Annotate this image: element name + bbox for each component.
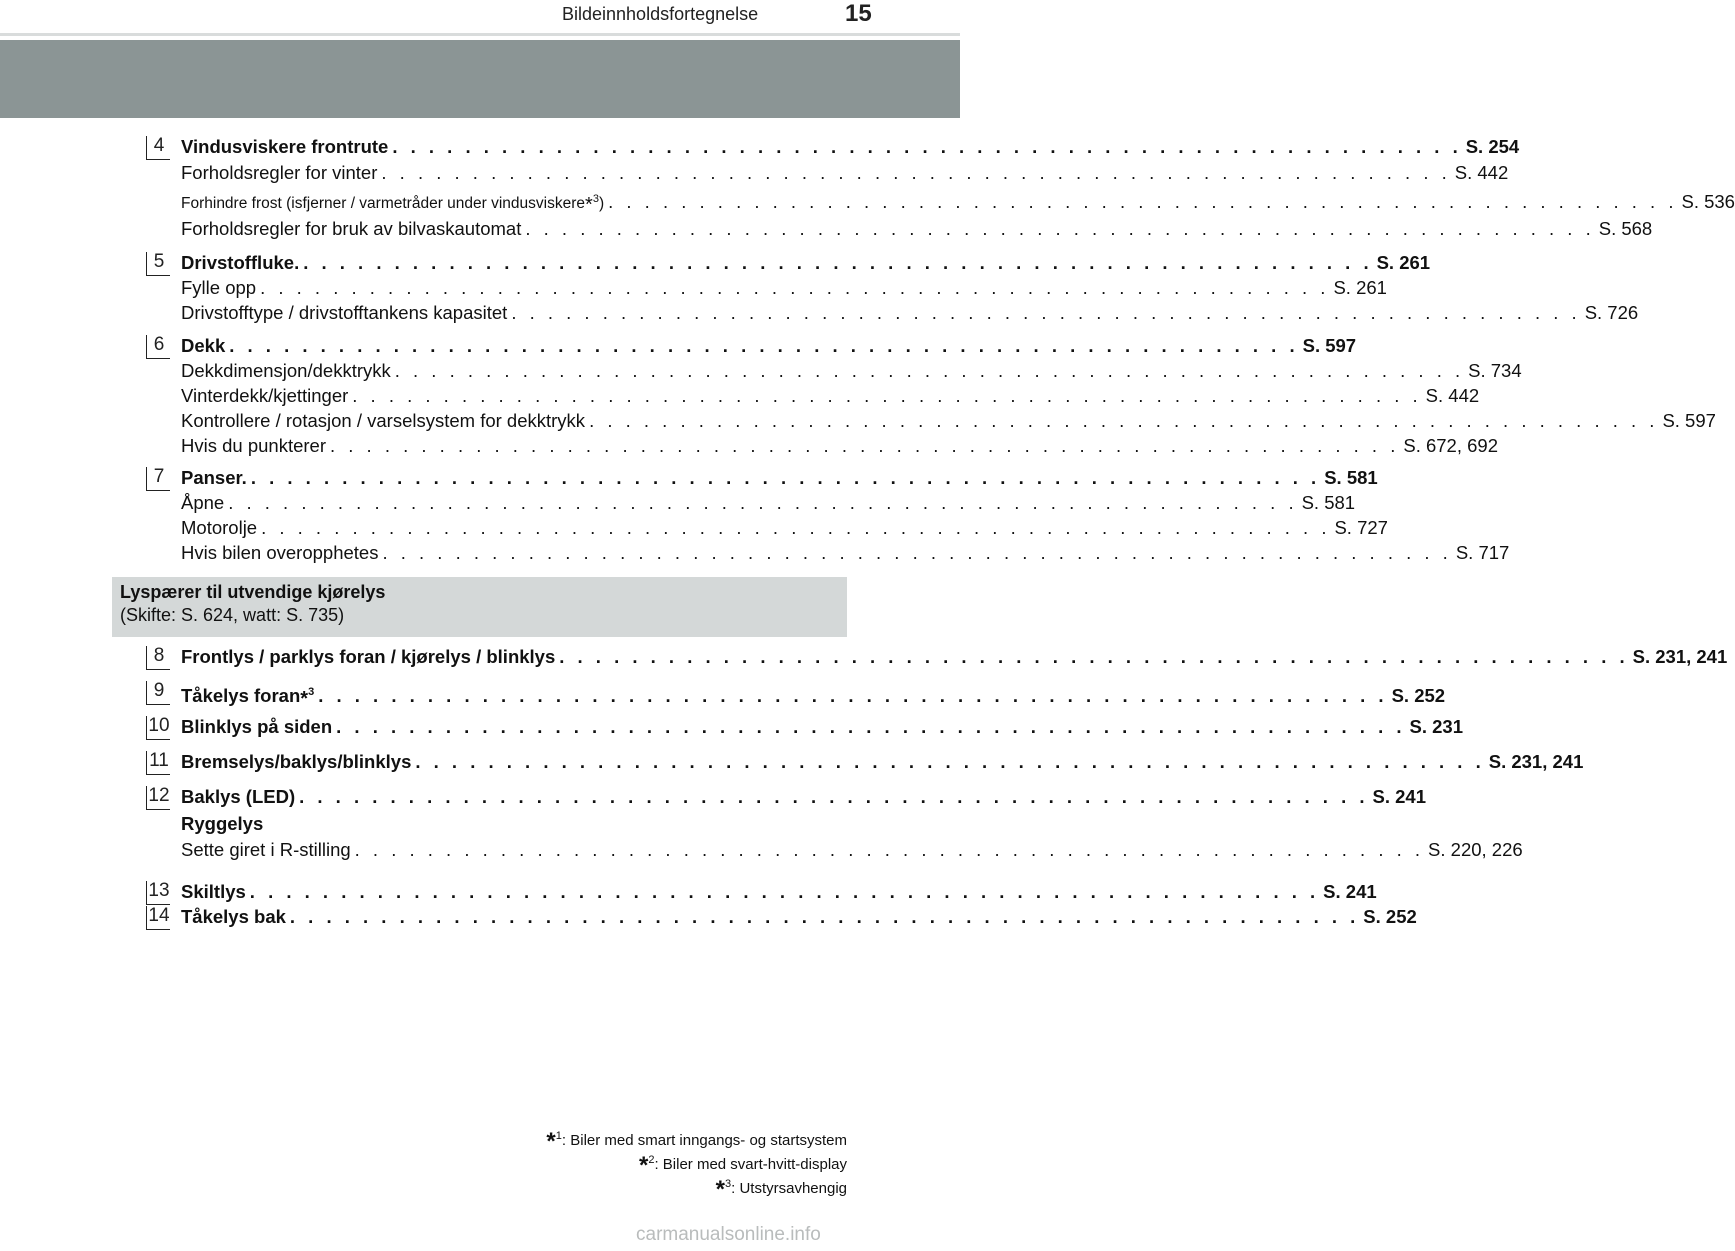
toc-entry-label (181, 334, 225, 358)
page-reference[interactable]: S. 261 (1376, 252, 1431, 273)
toc-entry-label (181, 645, 555, 669)
toc-entry-label (181, 251, 299, 275)
toc-entry (181, 466, 1378, 490)
toc-entry (181, 217, 1653, 241)
page-reference[interactable]: S. 581 (1324, 467, 1378, 488)
leader-dots: . . . . . . . . . . . . . . . . . . . . . . . . . . . . . . . . . . . . . . . . . . . . . . . . . . . . . . . . . . . (511, 302, 1581, 323)
leader-dots: . . . . . . . . . . . . . . . . . . . . . . . . . . . . . . . . . . . . . . . . . . . . . . . . . . . . . . . . . . . (525, 218, 1595, 239)
toc-entry (181, 750, 1584, 774)
page-reference[interactable]: S. 231, 241 (1632, 646, 1728, 667)
page-reference[interactable]: S. 252 (1363, 906, 1417, 927)
watermark: carmanualsonline.info (636, 1224, 821, 1245)
toc-entry-text: Hvis du punkterer (181, 435, 326, 456)
toc-entry-label (181, 135, 388, 159)
toc-entry-text: Fylle opp (181, 277, 257, 298)
toc-entry-text: Kontrollere / rotasjon / varselsystem for dekktrykk (181, 410, 586, 431)
toc-entry-label (181, 276, 256, 300)
lights-section-box (112, 577, 847, 637)
page-reference[interactable]: S. 254 (1465, 136, 1520, 157)
leader-dots: . . . . . . . . . . . . . . . . . . . . . . . . . . . . . . . . . . . . . . . . . . . . . . . . . . . . . . . . . . . (352, 385, 1422, 406)
toc-entry (181, 434, 1498, 458)
leader-dots: . . . . . . . . . . . . . . . . . . . . . . . . . . . . . . . . . . . . . . . . . . . . . . . . . . . . . . . . . . . (394, 360, 1465, 381)
toc-entry (181, 251, 1431, 275)
leader-dots: . . . . . . . . . . . . . . . . . . . . . . . . . . . . . . . . . . . . . . . . . . . . . . . . . . . . . . . . . . . (250, 467, 1321, 488)
toc-entry-label (181, 466, 247, 490)
page-reference[interactable]: S. 568 (1598, 218, 1653, 239)
toc-entry-label (181, 409, 585, 433)
toc-entry-label (181, 750, 411, 774)
footnote-ref: 3 (308, 686, 315, 698)
footnote-text: : Biler med svart-hvitt-display (654, 1156, 847, 1173)
toc-entry-text-after: ) (598, 195, 605, 213)
callout-number: 4 (146, 136, 170, 160)
toc-entry-text: Hvis bilen overopphetes (181, 542, 379, 563)
leader-dots: . . . . . . . . . . . . . . . . . . . . . . . . . . . . . . . . . . . . . . . . . . . . . . . . . . . . . . . . . . . (249, 881, 1320, 902)
page-reference[interactable]: S. 220, 226 (1428, 839, 1523, 860)
toc-entry (181, 785, 1426, 809)
toc-entry-label (181, 434, 326, 458)
callout-number: 8 (146, 646, 170, 670)
leader-dots: . . . . . . . . . . . . . . . . . . . . . . . . . . . . . . . . . . . . . . . . . . . . . . . . . . . . . . . . . . . (303, 252, 1373, 273)
toc-entry-text: Ryggelys (181, 813, 264, 834)
toc-entry (181, 161, 1509, 185)
toc-entry-label (181, 384, 348, 408)
footnote-star: * (585, 194, 593, 217)
leader-dots: . . . . . . . . . . . . . . . . . . . . . . . . . . . . . . . . . . . . . . . . . . . . . . . . . . . . . . . . . . . (559, 646, 1629, 667)
toc-entry (181, 715, 1464, 739)
toc-entry-text: Blinklys på siden (181, 716, 333, 737)
toc-entry-text: Vinterdekk/kjettinger (181, 385, 349, 406)
page-reference[interactable]: S. 727 (1334, 517, 1388, 538)
leader-dots: . . . . . . . . . . . . . . . . . . . . . . . . . . . . . . . . . . . . . . . . . . . . . . . . . . . . . . . . . . . (381, 162, 1451, 183)
toc-entry-label (181, 491, 224, 515)
toc-entry-text: Motorolje (181, 517, 258, 538)
page-reference[interactable]: S. 597 (1302, 335, 1357, 356)
page-reference[interactable]: S. 717 (1455, 542, 1510, 563)
toc-entry (181, 880, 1377, 904)
toc-entry-text: Baklys (LED) (181, 786, 296, 807)
toc-entry (181, 645, 1728, 669)
page-reference[interactable]: S. 231 (1409, 716, 1464, 737)
toc-entry (181, 812, 809, 836)
toc-entry-label (181, 161, 377, 185)
toc-entry-text: Skiltlys (181, 881, 246, 902)
lights-section-title: Lyspærer til utvendige kjørelys (120, 582, 386, 602)
toc-entry-text: Tåkelys foran (181, 685, 301, 707)
toc-entry-label (181, 838, 351, 862)
toc-entry-text: Tåkelys bak (181, 906, 286, 927)
toc-entry-text: Dekk (181, 335, 226, 356)
toc-entry-text: Bremselys/baklys/blinklys (181, 751, 412, 772)
toc-entry-label (181, 516, 257, 540)
toc-entry-text: Vindusviskere frontrute (181, 136, 389, 157)
callout-number: 11 (146, 751, 170, 775)
toc-entry (181, 276, 1387, 300)
leader-dots: . . . . . . . . . . . . . . . . . . . . . . . . . . . . . . . . . . . . . . . . . . . . . . . . . . . . . . . . . . . (392, 136, 1462, 157)
toc-entry-label (181, 187, 604, 216)
callout-number: 6 (146, 335, 170, 359)
header-band (0, 40, 960, 118)
toc-entry (181, 838, 1523, 862)
toc-entry (181, 384, 1480, 408)
page-number: 15 (845, 0, 872, 27)
page-title: Bildeinnholdsfortegnelse (562, 4, 759, 24)
page-reference[interactable]: S. 734 (1468, 360, 1522, 381)
toc-entry (181, 680, 1446, 711)
toc-entry-label (181, 715, 332, 739)
leader-dots: . . . . . . . . . . . . . . . . . . . . . . . . . . . . . . . . . . . . . . . . . . . . . . . . . . . . . . . . . . . (415, 751, 1485, 772)
toc-entry-text: Dekkdimensjon/dekktrykk (181, 360, 391, 381)
page-reference[interactable]: S. 726 (1584, 302, 1639, 323)
toc-entry (181, 541, 1510, 565)
page-reference[interactable]: S. 597 (1662, 410, 1716, 431)
leader-dots: . . . . . . . . . . . . . . . . . . . . . . . . . . . . . . . . . . . . . . . . . . . . . . . . . . . . . . . . . . . (228, 492, 1298, 513)
toc-entry-label (181, 217, 521, 241)
leader-dots: . . . . . . . . . . . . . . . . . . . . . . . . . . . . . . . . . . . . . . . . . . . . . . . . . . . . . . . . . . . (354, 839, 1425, 860)
footnote-star: * (638, 1152, 649, 1179)
lights-section-subtitle: (Skifte: S. 624, watt: S. 735) (120, 605, 345, 625)
callout-number: 9 (146, 681, 170, 705)
footnote-star: * (715, 1176, 725, 1203)
toc-entry-text: Frontlys / parklys foran / kjørelys / blinklys (181, 646, 556, 667)
toc-entry (181, 187, 1735, 217)
footnote-text: : Biler med smart inngangs- og startsystem (561, 1132, 847, 1149)
toc-entry-label (181, 905, 286, 929)
page-reference[interactable]: S. 231, 241 (1488, 751, 1584, 772)
toc-entry-label (181, 680, 315, 711)
header-divider (0, 33, 960, 36)
page-reference[interactable]: S. 672, 692 (1403, 435, 1498, 456)
page-reference[interactable]: S. 241 (1323, 881, 1377, 902)
callout-number: 5 (146, 252, 170, 276)
leader-dots: . . . . . . . . . . . . . . . . . . . . . . . . . . . . . . . . . . . . . . . . . . . . . . . . . . . . . . . . . . . (382, 542, 1452, 563)
page-reference[interactable]: S. 442 (1425, 385, 1480, 406)
toc-entry-text: Drivstofftype / drivstofftankens kapasitet (181, 302, 508, 323)
footnote-text: : Utstyrsavhengig (731, 1180, 847, 1197)
toc-entry-text: Åpne (181, 492, 225, 513)
page-reference[interactable]: S. 581 (1301, 492, 1356, 513)
callout-number: 10 (146, 716, 170, 740)
footnote-star: * (300, 688, 309, 711)
callout-number: 14 (146, 906, 170, 930)
page-reference[interactable]: S. 241 (1372, 786, 1426, 807)
toc-entry (181, 905, 1417, 929)
page-reference[interactable]: S. 536 (1681, 191, 1735, 213)
leader-dots: . . . . . . . . . . . . . . . . . . . . . . . . . . . . . . . . . . . . . . . . . . . . . . . . . . . . . . . . . . . (608, 191, 1678, 213)
toc-entry-text: Sette giret i R-stilling (181, 839, 351, 860)
leader-dots: . . . . . . . . . . . . . . . . . . . . . . . . . . . . . . . . . . . . . . . . . . . . . . . . . . . . . . . . . . . (318, 685, 1388, 707)
leader-dots: . . . . . . . . . . . . . . . . . . . . . . . . . . . . . . . . . . . . . . . . . . . . . . . . . . . . . . . . . . . (299, 786, 1369, 807)
footnote-mark: 3 (724, 1178, 732, 1190)
leader-dots: . . . . . . . . . . . . . . . . . . . . . . . . . . . . . . . . . . . . . . . . . . . . . . . . . . . . . . . . . . . (260, 277, 1330, 298)
footnote-ref: 3 (592, 193, 599, 205)
footnote-star: * (546, 1128, 556, 1155)
toc-entry (181, 359, 1522, 383)
toc-entry-label (181, 301, 507, 325)
footnote-mark: 1 (555, 1130, 562, 1142)
toc-entry-text: Forholdsregler for bruk av bilvaskautomat (181, 218, 522, 239)
toc-entry (181, 409, 1716, 433)
toc-entry-label (181, 785, 295, 809)
leader-dots: . . . . . . . . . . . . . . . . . . . . . . . . . . . . . . . . . . . . . . . . . . . . . . . . . . . . . . . . . . . (261, 517, 1331, 538)
toc-entry (181, 491, 1356, 515)
toc-entry-label (181, 541, 378, 565)
footnote-mark: 2 (648, 1154, 655, 1166)
leader-dots: . . . . . . . . . . . . . . . . . . . . . . . . . . . . . . . . . . . . . . . . . . . . . . . . . . . . . . . . . . . (329, 435, 1400, 456)
callout-number: 12 (146, 786, 170, 810)
page-reference[interactable]: S. 252 (1391, 685, 1446, 707)
page-reference[interactable]: S. 442 (1454, 162, 1509, 183)
callout-number: 13 (146, 881, 170, 905)
leader-dots: . . . . . . . . . . . . . . . . . . . . . . . . . . . . . . . . . . . . . . . . . . . . . . . . . . . . . . . . . . . (589, 410, 1659, 431)
toc-entry (181, 334, 1357, 358)
toc-entry-text: Panser. (181, 467, 247, 488)
toc-entry (181, 516, 1388, 540)
toc-entry-text: Drivstoffluke. (181, 252, 300, 273)
header-bar (0, 0, 960, 30)
toc-entry-label (181, 359, 391, 383)
toc-entry-text: Forholdsregler for vinter (181, 162, 378, 183)
leader-dots: . . . . . . . . . . . . . . . . . . . . . . . . . . . . . . . . . . . . . . . . . . . . . . . . . . . . . . . . . . . (336, 716, 1406, 737)
leader-dots: . . . . . . . . . . . . . . . . . . . . . . . . . . . . . . . . . . . . . . . . . . . . . . . . . . . . . . . . . . . (289, 906, 1360, 927)
toc-entry-text: Forhindre frost (isfjerner / varmetråder under vindusviskere (181, 195, 586, 213)
toc-entry (181, 135, 1520, 159)
footnote (715, 1172, 847, 1203)
leader-dots: . . . . . . . . . . . . . . . . . . . . . . . . . . . . . . . . . . . . . . . . . . . . . . . . . . . . . . . . . . . (229, 335, 1299, 356)
toc-entry (181, 301, 1639, 325)
callout-number: 7 (146, 467, 170, 491)
toc-entry-label (181, 880, 246, 904)
page-reference[interactable]: S. 261 (1333, 277, 1387, 298)
